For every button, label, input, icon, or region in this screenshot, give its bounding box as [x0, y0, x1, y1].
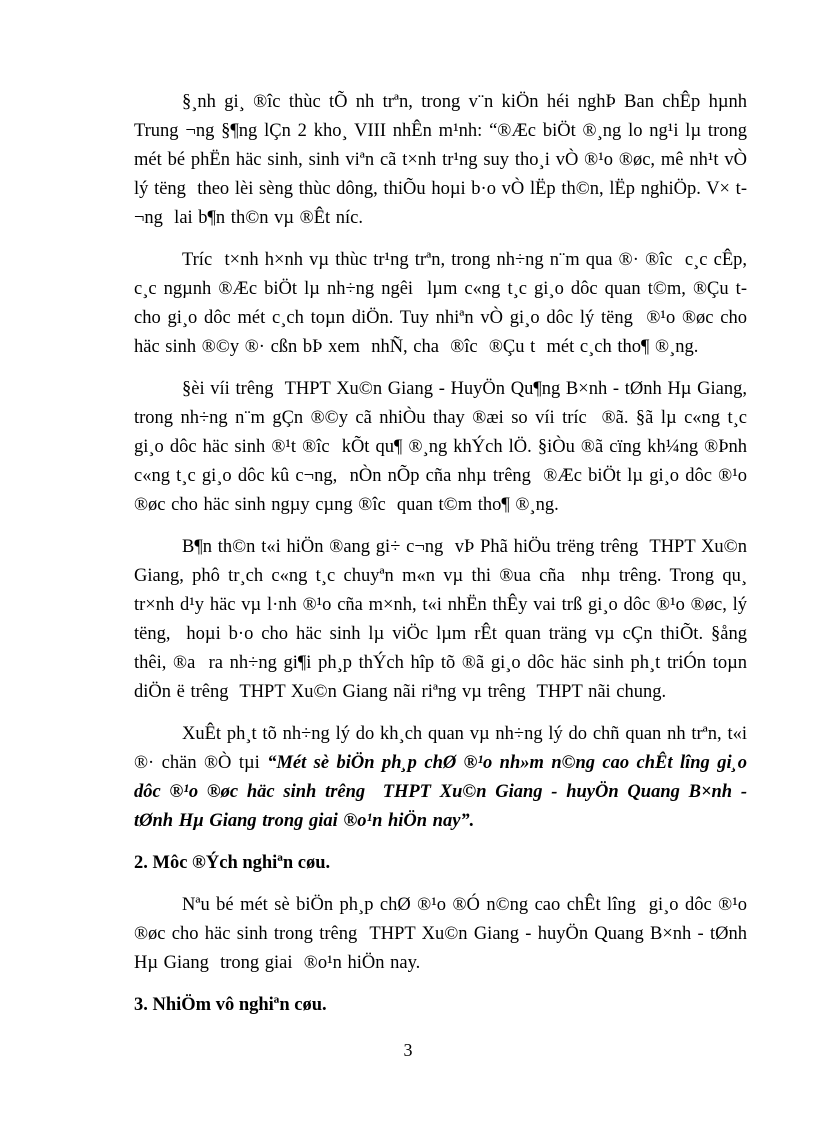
paragraph-assessment: §¸nh gi¸ ®îc thùc tÕ nh trªn, trong v¨n kiÖn héi nghÞ Ban chÊp hµnh Trung ¬ng §¶ng lÇn 2 kho¸ VIII nhÊn m¹nh: “®Æc biÖt ®¸ng lo ng¹i lµ trong mét bé phËn häc sinh, sinh viªn cã t×nh tr¹ng suy tho¸i vÒ ®¹o ®øc, mê nh¹t vÒ lý tëng theo lèi sèng thùc dông, thiÕu hoµi b·o vÒ lËp th©n, lËp nghiÖp. V× t¬ng lai b¶n th©n vµ ®Êt níc.: [134, 92, 753, 228]
page-body: [134, 88, 759, 1033]
paragraph-situation: Tríc t×nh h×nh vµ thùc tr¹ng trªn, trong nh÷ng n¨m qua ®· ®îc c¸c cÊp, c¸c ngµnh ®Æc biÖt lµ nh÷ng ngêi lµm c«ng t¸c gi¸o dôc quan t©m, ®Çu t cho gi¸o dôc mét c¸ch toµn diÖn. Tuy nhiªn vÒ gi¸o dôc lý tëng ®¹o ®øc cho häc sinh ®©y ®· cßn bÞ xem nhÑ, cha ®îc ®Çu t mét c¸ch tho¶ ®¸ng.: [134, 250, 759, 357]
heading-research-tasks: 3. NhiÖm vô nghiªn cøu.: [134, 995, 327, 1015]
paragraph-author-role: B¶n th©n t«i hiÖn ®ang gi÷ c¬ng vÞ Phã hiÖu trëng trêng THPT Xu©n Giang, phô tr¸ch c«ng t¸c chuyªn m«n vµ thi ®ua cña nhµ trêng. Trong qu¸ tr×nh d¹y häc vµ l·nh ®¹o cña m×nh, t«i nhËn thÊy vai trß gi¸o dôc ®¹o ®øc, lý tëng, hoµi b·o cho häc sinh lµ viÖc lµm rÊt quan träng vµ cÇn thiÕt. §ång thêi, ®a ra nh÷ng gi¶i ph¸p thÝch hîp tõ ®ã gi¸o dôc häc sinh ph¸t triÓn toµn diÖn ë trêng THPT Xu©n Giang nãi riªng vµ trêng THPT nãi chung.: [134, 537, 753, 702]
paragraph-topic-choice: [134, 720, 753, 836]
heading-research-purpose: 2. Môc ®Ých nghiªn cøu.: [134, 853, 331, 873]
topic-title-emphasis: “Mét sè biÖn ph¸p chØ ®¹o nh»m n©ng cao chÊt lîng gi¸o dôc ®¹o ®øc häc sinh trêng THPT Xu©n Giang - huyÖn Quang B×nh - tØnh Hµ Giang trong giai ®o¹n hiÖn nay”.: [134, 753, 753, 831]
topic-intro-text: XuÊt ph¸t tõ nh÷ng lý do kh¸ch quan vµ nh÷ng lý do chñ quan nh trªn, t«i ®· chän ®Ò tµi: [134, 724, 753, 773]
paragraph-research-purpose: Nªu bé mét sè biÖn ph¸p chØ ®¹o ®Ó n©ng cao chÊt lîng gi¸o dôc ®¹o ®øc cho häc sinh trong trêng THPT Xu©n Giang - huyÖn Quang B×nh - tØnh Hµ Giang trong giai ®o¹n hiÖn nay.: [134, 895, 753, 973]
page-number: 3: [403, 1040, 413, 1060]
paragraph-school: §èi víi trêng THPT Xu©n Giang - HuyÖn Qu¶ng B×nh - tØnh Hµ Giang, trong nh÷ng n¨m gÇn ®©y cã nhiÒu thay ®æi so víi tríc ®ã. §ã lµ c«ng t¸c gi¸o dôc häc sinh ®¹t ®îc kÕt qu¶ ®¸ng khÝch lÖ. §iÒu ®ã cïng kh¼ng ®Þnh c«ng t¸c gi¸o dôc kû c¬ng, nÒn nÕp cña nhµ trêng ®Æc biÖt lµ gi¸o dôc ®¹o ®øc cho häc sinh ngµy cµng ®îc quan t©m tho¶ ®¸ng.: [134, 379, 753, 515]
